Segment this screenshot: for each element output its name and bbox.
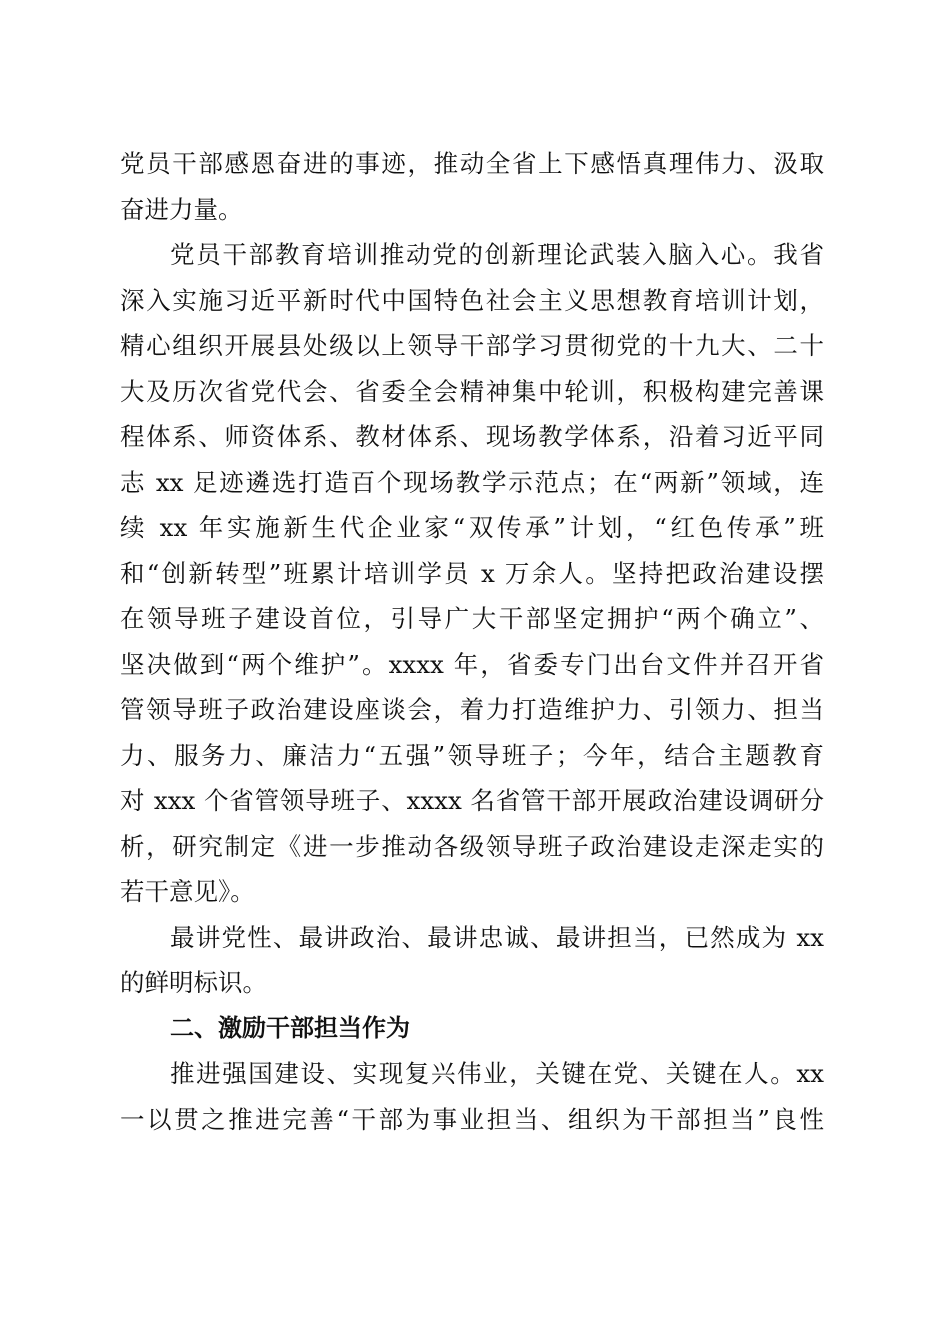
paragraph-line: 续 xx 年实施新生代企业家“双传承”计划，“红色传承”班 <box>120 513 824 542</box>
paragraph-line: 的鲜明标识。 <box>120 968 267 997</box>
paragraph-line: 大及历次省党代会、省委全会精神集中轮训，积极构建完善课 <box>120 376 824 406</box>
paragraph-line: 奋进力量。 <box>120 194 243 224</box>
paragraph-line: 对 xxx 个省管领导班子、xxxx 名省管干部开展政治建设调研分 <box>120 786 824 815</box>
paragraph-line: 党员干部教育培训推动党的创新理论武装入脑入心。我省 <box>170 240 824 269</box>
document-body <box>120 141 824 1142</box>
paragraph-line: 精心组织开展县处级以上领导干部学习贯彻党的十九大、二十 <box>120 331 824 360</box>
paragraph-line: 析，研究制定《进一步推动各级领导班子政治建设走深走实的 <box>120 831 824 861</box>
paragraph-line: 若干意见》。 <box>120 877 255 906</box>
paragraph-line: 管领导班子政治建设座谈会，着力打造维护力、引领力、担当 <box>120 695 824 724</box>
paragraph-line: 一以贯之推进完善“干部为事业担当、组织为干部担当”良性 <box>120 1104 824 1134</box>
paragraph-line: 和“创新转型”班累计培训学员 x 万余人。坚持把政治建设摆 <box>120 558 824 588</box>
section-heading: 二、激励干部担当作为 <box>170 1013 410 1042</box>
paragraph-line: 志 xx 足迹遴选打造百个现场教学示范点；在“两新”领域，连 <box>120 467 824 497</box>
paragraph-line: 坚决做到“两个维护”。xxxx 年，省委专门出台文件并召开省 <box>120 649 824 679</box>
paragraph-line: 程体系、师资体系、教材体系、现场教学体系，沿着习近平同 <box>120 422 824 451</box>
paragraph-line: 最讲党性、最讲政治、最讲忠诚、最讲担当，已然成为 xx <box>170 922 824 952</box>
paragraph-line: 党员干部感恩奋进的事迹，推动全省上下感悟真理伟力、汲取 <box>120 149 824 178</box>
paragraph-line: 深入实施习近平新时代中国特色社会主义思想教育培训计划， <box>120 285 824 315</box>
paragraph-line: 在领导班子建设首位，引导广大干部坚定拥护“两个确立”、 <box>120 604 824 633</box>
paragraph-line: 推进强国建设、实现复兴伟业，关键在党、关键在人。xx <box>170 1059 824 1088</box>
paragraph-line: 力、服务力、廉洁力“五强”领导班子；今年，结合主题教育 <box>120 740 824 770</box>
